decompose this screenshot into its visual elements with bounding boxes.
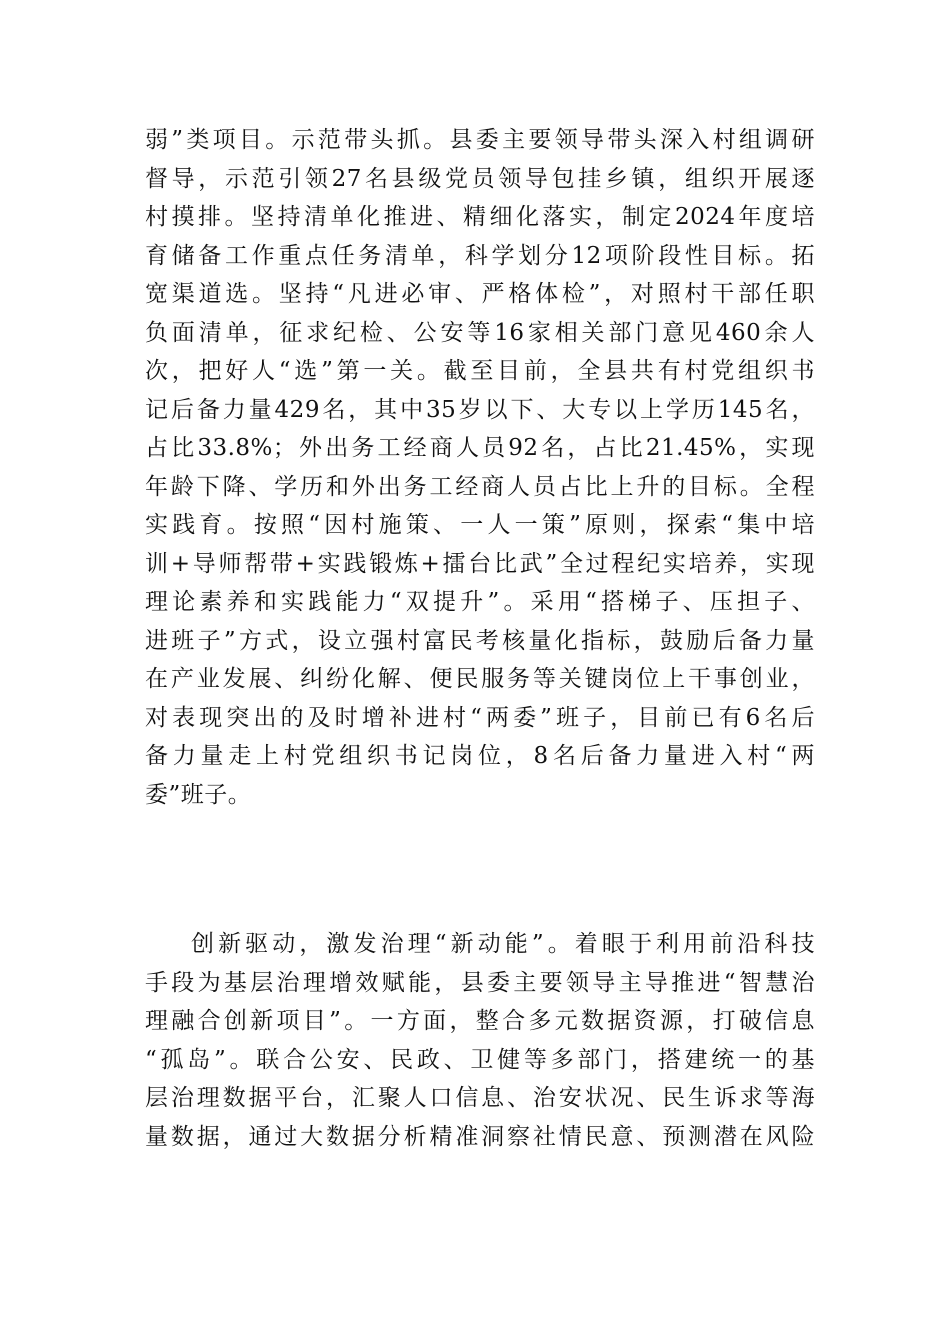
text-line: “孤岛”。联合公安、民政、卫健等多部门，搭建统一的基 xyxy=(145,1046,815,1073)
text-line: 在产业发展、纠纷化解、便民服务等关键岗位上干事创业， xyxy=(145,666,815,692)
text-line: 训+导师帮带+实践锻炼+擂台比武”全过程纪实培养，实现 xyxy=(145,550,815,577)
text-line: 创新驱动，激发治理“新动能”。着眼于利用前沿科技 xyxy=(191,931,815,957)
text-line: 层治理数据平台，汇聚人口信息、治安状况、民生诉求等海 xyxy=(145,1085,815,1111)
text-line: 年龄下降、学历和外出务工经商人员占比上升的目标。全程 xyxy=(145,473,815,500)
text-line: 占比33.8%；外出务工经商人员92名，占比21.45%，实现 xyxy=(145,435,815,461)
text-line: 宽渠道选。坚持“凡进必审、严格体检”，对照村干部任职 xyxy=(145,281,815,307)
text-line: 负面清单，征求纪检、公安等16家相关部门意见460余人 xyxy=(145,319,815,346)
text-line: 委”班子。 xyxy=(145,781,252,808)
text-line: 村摸排。坚持清单化推进、精细化落实，制定2024年度培 xyxy=(145,204,815,230)
text-line: 理融合创新项目”。一方面，整合多元数据资源，打破信息 xyxy=(145,1008,815,1034)
text-line: 次，把好人“选”第一关。截至目前，全县共有村党组织书 xyxy=(145,358,815,384)
text-line: 记后备力量429名，其中35岁以下、大专以上学历145名， xyxy=(145,396,815,423)
text-line: 量数据，通过大数据分析精准洞察社情民意、预测潜在风险 xyxy=(145,1123,815,1150)
paragraph-1 xyxy=(145,121,815,814)
text-line: 对表现突出的及时增补进村“两委”班子，目前已有6名后 xyxy=(145,704,815,731)
text-line: 育储备工作重点任务清单，科学划分12项阶段性目标。拓 xyxy=(145,242,815,269)
text-line: 实践育。按照“因村施策、一人一策”原则，探索“集中培 xyxy=(145,512,815,538)
text-line: 进班子”方式，设立强村富民考核量化指标，鼓励后备力量 xyxy=(145,627,815,654)
text-line: 备力量走上村党组织书记岗位，8名后备力量进入村“两 xyxy=(145,743,815,769)
text-line: 弱”类项目。示范带头抓。县委主要领导带头深入村组调研 xyxy=(145,127,815,153)
text-line: 督导，示范引领27名县级党员领导包挂乡镇，组织开展逐 xyxy=(145,165,815,192)
paragraph-2 xyxy=(145,925,815,1156)
text-line: 手段为基层治理增效赋能，县委主要领导主导推进“智慧治 xyxy=(145,969,815,996)
text-line: 理论素养和实践能力“双提升”。采用“搭梯子、压担子、 xyxy=(145,589,815,615)
